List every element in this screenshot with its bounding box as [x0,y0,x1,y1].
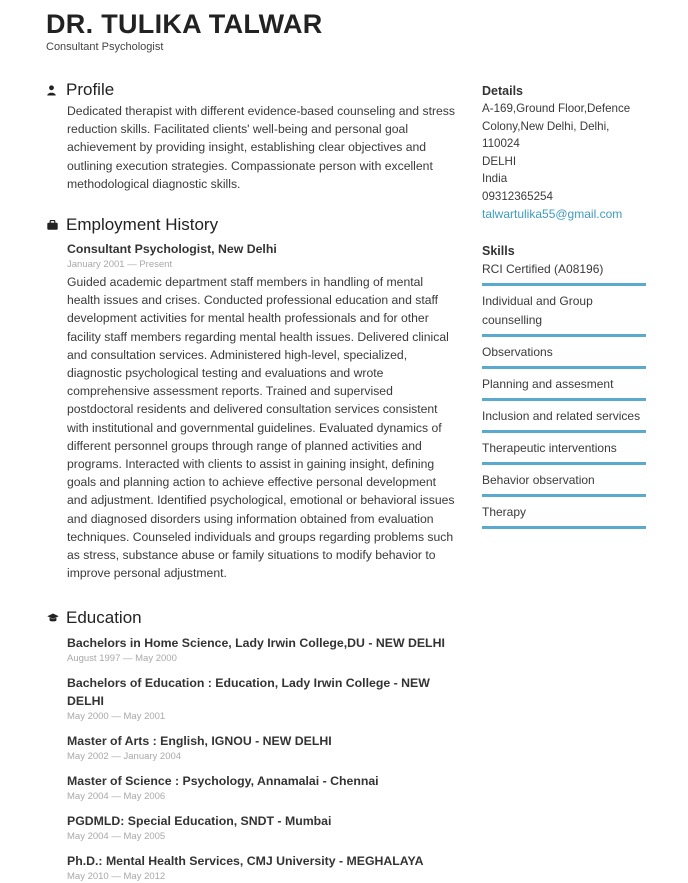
skill-item: Inclusion and related services [482,407,646,433]
employment-heading [46,213,456,237]
graduation-cap-icon [46,613,66,623]
job-entry [67,240,456,582]
education-title: Master of Science : Psychology, Annamalai - Chennai [67,774,379,789]
job-title: Consultant Psychologist, New Delhi [67,242,277,257]
briefcase-icon [46,220,66,230]
job-dates: January 2001 — Present [67,259,173,271]
education-entry [67,634,456,666]
skill-item: Planning and assesment [482,375,646,401]
education-entry [67,852,456,883]
skill-item: Individual and Group counselling [482,292,646,337]
skill-item: Behavior observation [482,471,646,497]
education-dates: August 1997 — May 2000 [67,653,177,665]
person-icon [46,85,66,96]
sidebar [482,82,646,535]
country: India [482,172,508,185]
job-description: Guided academic department staff members in handling of mental health issues and crises. Conducted professional education and staff development activities for mental health professionals and for other facility staff members regarding mental health issues. Delivered clinical and consultation services. Administered high-level, specialized, diagnostic psychological testing and evaluations and wrote comprehensive assessment reports. Trained and supervised postdoctoral residents and delivered consultation services consistent with institutional and governmental guidelines. Evaluated dynamics of different personnel groups through range of planned activities and programs. Interacted with clients to assist in gaining insight, defining goals and planning action to achieve effective personal development and adjustment. Identified psychological, emotional or behavioral issues and diagnosed disorders using information obtained from evaluation techniques. Counseled individuals and groups regarding problems such as stress, substance abuse or family situations to modify behavior to improve personal adjustment. [67,275,455,581]
candidate-job-title: Consultant Psychologist [46,41,164,53]
main-column [46,78,456,883]
education-dates: May 2000 — May 2001 [67,711,166,723]
postal-code: 110024 [482,137,520,150]
education-dates: May 2004 — May 2005 [67,831,166,843]
email-link[interactable]: talwartulika55@gmail.com [482,207,623,221]
skills-section [482,242,646,529]
skill-item: Observations [482,343,646,369]
employment-section [46,213,456,582]
candidate-name: DR. TULIKA TALWAR [46,9,323,39]
education-title: Bachelors in Home Science, Lady Irwin College,DU - NEW DELHI [67,636,445,651]
education-title: Master of Arts : English, IGNOU - NEW DELHI [67,734,332,749]
education-section [46,606,456,883]
skill-item: Therapy [482,503,646,529]
education-title: Ph.D.: Mental Health Services, CMJ University - MEGHALAYA [67,854,424,869]
address-line-1: A-169,Ground Floor,Defence [482,102,631,115]
city: DELHI [482,154,517,168]
education-dates: May 2010 — May 2012 [67,871,166,883]
education-heading [46,606,456,630]
section-title: Employment History [66,215,219,235]
phone-number: 09312365254 [482,189,553,203]
education-title: Bachelors of Education : Education, Lady Irwin College - NEW DELHI [67,676,430,709]
education-entry [67,812,456,844]
education-entry [67,674,456,724]
details-title: Details [482,84,523,98]
education-dates: May 2004 — May 2006 [67,791,166,803]
skill-item: RCI Certified (A08196) [482,260,646,286]
profile-heading [46,78,456,102]
education-title: PGDMLD: Special Education, SNDT - Mumbai [67,814,332,829]
education-entry [67,732,456,764]
details-section [482,82,646,224]
profile-section [46,78,456,193]
skills-title: Skills [482,243,515,258]
profile-summary: Dedicated therapist with different evidence-based counseling and stress reduction skills. Facilitated clients' well-being and personal goal achievement by providing insight, establishing clear objectives and outlining execution strategies. Compassionate person with excellent methodological diagnostic skills. [67,104,455,191]
education-entry [67,772,456,804]
resume-header [46,8,323,53]
section-title: Profile [66,80,115,99]
education-dates: May 2002 — January 2004 [67,751,182,763]
address-line-2: Colony,New Delhi, Delhi, [482,119,610,133]
section-title: Education [66,608,142,628]
skill-item: Therapeutic interventions [482,439,646,465]
